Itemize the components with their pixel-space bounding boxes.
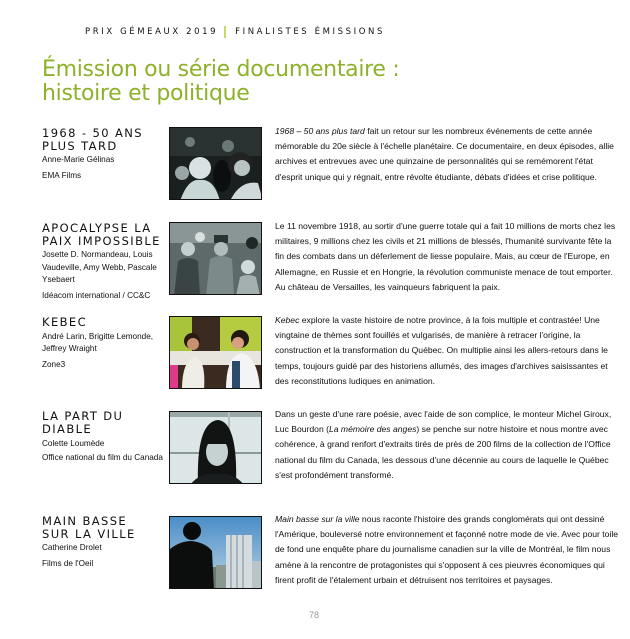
entry-photo	[169, 127, 262, 200]
entry-title-line-2: SUR LA VILLE	[42, 526, 136, 541]
entry-info	[42, 410, 167, 465]
crowd-photo-image	[170, 128, 262, 200]
entry-title	[42, 222, 167, 247]
two-women-photo-image	[170, 317, 262, 389]
entry-photo	[169, 516, 262, 589]
entry-title	[42, 410, 167, 435]
entry-producer: Zone3	[42, 359, 66, 369]
entry-credits: Colette Loumède	[42, 439, 105, 448]
description-text: explore la vaste histoire de notre province, à la fois multiple et contrastée! Une vingtaine de thèmes sont fouillés et vulgarisés, de manière à retracer l'origine, la construction et la transformation du Québec. On multiplie ainsi les allers-retours dans le temps, toujours guidé par des historiens allumés, des images d'archives saisissantes et des reconstitutions ludiques en animation.	[275, 315, 608, 386]
header-event: PRIX GÉMEAUX 2019	[85, 27, 219, 37]
description-text: Le 11 novembre 1918, au sortir d'une guerre totale qui a fait 10 millions de morts chez les militaires, 9 millions chez les civils et 21 millions de blessés, l'humanité survivante fête la fin des combats dans un déferlement de liesse populaire. Mais, au cœur de l'Europe, en Allemagne, en Russie et en Hongrie, la révolution communiste menace de tout emporter. Au château de Versailles, les vainqueurs fabriquent la paix.	[275, 221, 616, 292]
entry-credits: Josette D. Normandeau, Louis Vaudeville, Amy Webb, Pascale Ysebaert	[42, 250, 157, 284]
entry-producer: Idéacom international / CC&C	[42, 290, 151, 300]
woman-portrait-image	[170, 412, 262, 484]
title-line-1: Émission ou série documentaire :	[42, 57, 400, 82]
entry-credits: Catherine Drolet	[42, 543, 102, 552]
description-text-start: Dans un geste d'une rare poésie, avec l'aide de son complice, le monteur Michel Giroux, Luc Bourdon (	[275, 409, 612, 435]
soldiers-photo-image	[170, 223, 262, 295]
entry-title-line-2: PAIX IMPOSSIBLE	[42, 233, 161, 248]
description-title-italic: La mémoire des anges	[328, 424, 417, 435]
description-text: fait un retour sur les nombreux événements de cette année mémorable du 20e siècle à l'échelle planétaire. Ce documentaire, en deux épisodes, allie archives et entrevues avec une quinzaine de personnalités qui se remémorent l'état d'esprit unique qui y régnait, entre révolte étudiante, débats d'idées et crise politique.	[275, 126, 614, 182]
entry-photo	[169, 222, 262, 295]
header-separator	[224, 26, 226, 38]
city-skyline-photo-image	[170, 517, 262, 589]
entry-photo	[169, 316, 262, 389]
entry-info	[42, 222, 167, 303]
entry-description	[275, 407, 622, 483]
description-text: nous raconte l'histoire des grands conglomérats qui ont dessiné l'Amérique, bouleversé notre environnement et façonné notre mode de vie. Avec pour toile de fond une enquête phare du journalisme canadien sur la ville de Montréal, le film nous amène à la rencontre de protagonistes qui s'opposent à ces pieuvres économiques qui firent profit de l'étalement urbain et détruisent nos territoires et paysages.	[275, 514, 619, 585]
description-text: ) se penche sur notre histoire et nous montre avec cohérence, à grand renfort d'extraits tirés de près de 200 films de la collection de l'Office national du film du Canada, les dessous d'une décennie au cours de laquelle le Québec s'est profondément transformé.	[275, 424, 611, 480]
entry-title-line-1: APOCALYPSE LA	[42, 221, 152, 235]
entry-info	[42, 316, 167, 372]
running-header	[85, 26, 385, 38]
entry-credits: André Larin, Brigitte Lemonde, Jeffrey Wraight	[42, 331, 154, 353]
description-title-italic: Kebec	[275, 315, 300, 325]
entry-info	[42, 127, 167, 183]
page-number: 78	[309, 610, 320, 620]
description-title-italic: 1968 – 50 ans plus tard	[275, 126, 365, 136]
title-line-2: histoire et politique	[42, 81, 250, 106]
entry-info	[42, 515, 167, 571]
entry-description	[275, 219, 622, 295]
entry-description	[275, 512, 622, 588]
entry-title	[42, 515, 167, 540]
entry-description	[275, 124, 622, 185]
entry-title-line-2: PLUS TARD	[42, 138, 118, 153]
entry-title	[42, 127, 167, 152]
entry-producer: Office national du film du Canada	[42, 453, 163, 462]
entry-title-line-1: 1968 - 50 ANS	[42, 126, 143, 140]
entry-description	[275, 313, 622, 389]
entry-title-line-1: MAIN BASSE	[42, 514, 128, 528]
entry-producer: Films de l'Oeil	[42, 559, 94, 568]
page-title	[42, 58, 399, 106]
entry-title	[42, 316, 167, 329]
entry-photo	[169, 411, 262, 484]
entry-producer: EMA Films	[42, 171, 82, 180]
entry-title-line-1: LA PART DU DIABLE	[42, 409, 124, 436]
header-section: FINALISTES ÉMISSIONS	[235, 27, 385, 37]
entry-title-line-1: KEBEC	[42, 315, 87, 329]
entry-credits: Anne-Marie Gélinas	[42, 155, 115, 164]
description-title-italic: Main basse sur la ville	[275, 514, 360, 524]
